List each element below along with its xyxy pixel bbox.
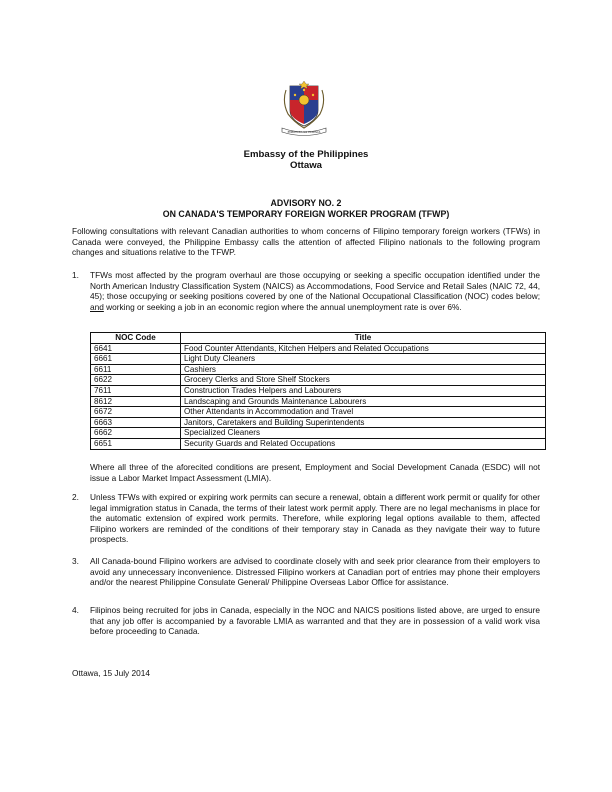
- intro-paragraph: Following consultations with relevant Canadian authorities to whom concerns of Filipino temporary foreign workers (TFWs) in Canada were conveyed, the Philippine Embassy calls the attention of affected Filipino nationals to the following program changes and situations relative to the TFWP.: [72, 226, 540, 258]
- dateline: Ottawa, 15 July 2014: [72, 668, 150, 678]
- noc-title-cell: Specialized Cleaners: [181, 428, 546, 439]
- lmia-note: Where all three of the aforecited conditions are present, Employment and Social Development Canada (ESDC) will not issue a Labor Market Impact Assessment (LMIA).: [90, 462, 540, 483]
- noc-code-cell: 6662: [91, 428, 181, 439]
- noc-table: [90, 332, 546, 450]
- noc-code-cell: 6663: [91, 417, 181, 428]
- list-item-text: Filipinos being recruited for jobs in Canada, especially in the NOC and NAICS positions listed above, are urged to ensure that any job offer is accompanied by a favorable LMIA as warranted and that they are in possession of a valid work visa before proceeding to Canada.: [90, 605, 540, 637]
- table-row: [91, 364, 546, 375]
- table-row: [91, 385, 546, 396]
- list-item-text: Unless TFWs with expired or expiring work permits can secure a renewal, obtain a different work permit or qualify for other legal immigration status in Canada, the terms of their latest work permit apply. There are no legal mechanisms in place for the automatic extension of expired work permits. Therefore, while exploring legal options available to them, affected Filipino workers are reminded of the conditions of their temporary stay in Canada as they navigate their way to future prospects.: [90, 492, 540, 545]
- seal-text: EMBAHADA NG PILIPINAS: [287, 131, 321, 134]
- list-item-number: 2.: [72, 492, 79, 502]
- list-item-number: 1.: [72, 270, 79, 280]
- column-header: Title: [181, 333, 546, 344]
- list-item-text-part: TFWs most affected by the program overhaul are those occupying or seeking a specific occupation identified under the North American Industry Classification System (NAICS) as Accommodations, Food Service and Retail Sales (NAIC 72, 44, 45); those occupying or seeking positions covered by one of the National Occupational Classification (NOC) codes below;: [90, 270, 540, 302]
- noc-title-cell: Cashiers: [181, 364, 546, 375]
- noc-title-cell: Landscaping and Grounds Maintenance Labourers: [181, 396, 546, 407]
- list-item-text-part: working or seeking a job in an economic region where the annual unemployment rate is over 6%.: [103, 301, 462, 312]
- noc-code-cell: 6641: [91, 343, 181, 354]
- embassy-name: Embassy of the Philippines: [243, 149, 369, 160]
- noc-code-cell: 6661: [91, 354, 181, 365]
- list-item-number: 4.: [72, 605, 79, 615]
- noc-code-cell: 8612: [91, 396, 181, 407]
- table-header-row: [91, 333, 546, 344]
- noc-code-cell: 6622: [91, 375, 181, 386]
- list-item-number: 3.: [72, 556, 79, 566]
- table-row: [91, 407, 546, 418]
- noc-title-cell: Grocery Clerks and Store Shelf Stockers: [181, 375, 546, 386]
- noc-title-cell: Food Counter Attendants, Kitchen Helpers and Related Occupations: [181, 343, 546, 354]
- table-row: [91, 354, 546, 365]
- table-row: [91, 417, 546, 428]
- table-row: [91, 428, 546, 439]
- table-row: [91, 438, 546, 449]
- table-row: [91, 343, 546, 354]
- philippine-seal-icon: [276, 80, 332, 138]
- noc-code-cell: 6672: [91, 407, 181, 418]
- table-row: [91, 396, 546, 407]
- noc-code-cell: 7611: [91, 385, 181, 396]
- noc-code-cell: 6611: [91, 364, 181, 375]
- underlined-word: and: [90, 301, 104, 312]
- list-item-text: All Canada-bound Filipino workers are advised to coordinate closely with and seek prior clearance from their employers to avoid any unnecessary inconvenience. Distressed Filipino workers at Canadian port of entries may phone their employers and/or the nearest Philippine Consulate General/ Philippine Overseas Labor Office for assistance.: [90, 556, 540, 588]
- noc-title-cell: Construction Trades Helpers and Labourers: [181, 385, 546, 396]
- table-row: [91, 375, 546, 386]
- noc-code-cell: 6651: [91, 438, 181, 449]
- list-item-text: [90, 270, 540, 312]
- advisory-subtitle: ON CANADA'S TEMPORARY FOREIGN WORKER PROGRAM (TFWP): [162, 209, 450, 219]
- noc-title-cell: Light Duty Cleaners: [181, 354, 546, 365]
- column-header: NOC Code: [91, 333, 181, 344]
- noc-title-cell: Janitors, Caretakers and Building Superintendents: [181, 417, 546, 428]
- noc-title-cell: Security Guards and Related Occupations: [181, 438, 546, 449]
- advisory-number: ADVISORY NO. 2: [270, 198, 342, 208]
- noc-title-cell: Other Attendants in Accommodation and Travel: [181, 407, 546, 418]
- embassy-city: Ottawa: [290, 160, 322, 171]
